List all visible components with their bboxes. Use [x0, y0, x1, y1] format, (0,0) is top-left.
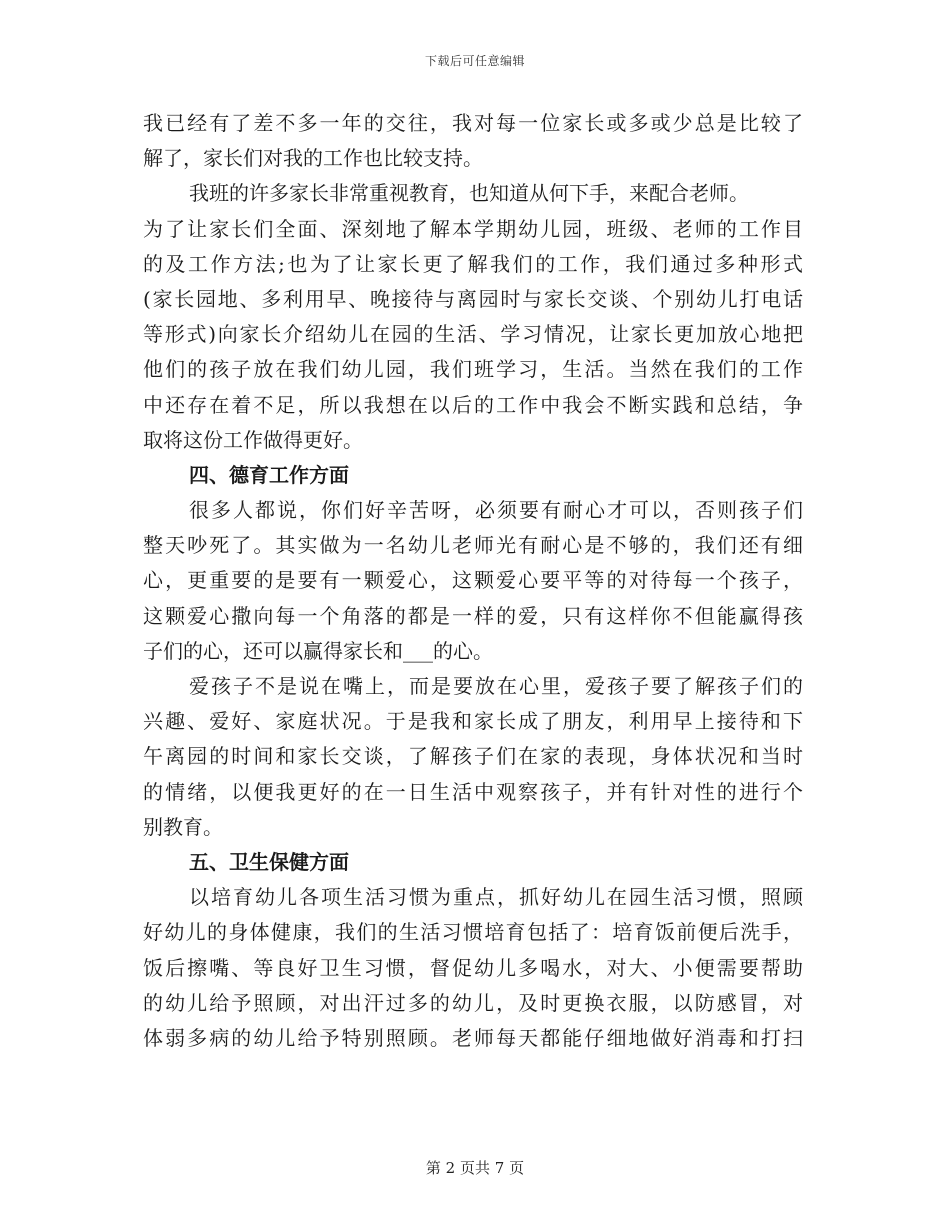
- paragraph-line: 午离园的时间和家长交谈，了解孩子们在家的表现，身体状况和当时: [143, 744, 803, 769]
- paragraph-line: 以培育幼儿各项生活习惯为重点，抓好幼儿在园生活习惯，照顾: [189, 885, 803, 910]
- paragraph-line: 等形式)向家长介绍幼儿在园的生活、学习情况，让家长更加放心地把: [143, 322, 803, 347]
- paragraph-line: 整天吵死了。其实做为一名幼儿老师光有耐心是不够的，我们还有细: [143, 533, 803, 558]
- paragraph-line: 很多人都说，你们好辛苦呀，必须要有耐心才可以，否则孩子们: [189, 498, 803, 523]
- paragraph-line: 这颗爱心撒向每一个角落的都是一样的爱，只有这样你不但能赢得孩: [143, 603, 803, 628]
- page-footer: 第 2 页共 7 页: [425, 1159, 525, 1177]
- paragraph-line: 我已经有了差不多一年的交往，我对每一位家长或多或少总是比较了: [143, 111, 803, 135]
- paragraph-line: 的情绪，以便我更好的在一日生活中观察孩子，并有针对性的进行个: [143, 779, 803, 804]
- paragraph-line: 取将这份工作做得更好。: [143, 427, 363, 452]
- section-heading-health-care: 五、卫生保健方面: [189, 849, 349, 874]
- paragraph-line: 别教育。: [143, 814, 223, 839]
- page-header: 下载后可任意编辑: [424, 54, 525, 68]
- paragraph-line: 我班的许多家长非常重视教育，也知道从何下手，来配合老师。: [189, 181, 749, 206]
- paragraph-line: 好幼儿的身体健康，我们的生活习惯培育包括了：培育饭前便后洗手，: [143, 920, 803, 945]
- paragraph-line: 兴趣、爱好、家庭状况。于是我和家长成了朋友，利用早上接待和下: [143, 709, 803, 734]
- section-heading-moral-education: 四、德育工作方面: [189, 462, 349, 487]
- document-body: [143, 106, 803, 1056]
- paragraph-line: 子们的心，还可以赢得家长和___的心。: [143, 638, 493, 663]
- paragraph-line: 为了让家长们全面、深刻地了解本学期幼儿园，班级、老师的工作目: [143, 216, 803, 241]
- paragraph-line: (家长园地、多利用早、晚接待与离园时与家长交谈、个别幼儿打电话: [143, 286, 803, 311]
- paragraph-line: 的及工作方法;也为了让家长更了解我们的工作，我们通过多种形式: [143, 251, 803, 276]
- paragraph-line: 体弱多病的幼儿给予特别照顾。老师每天都能仔细地做好消毒和打扫: [143, 1025, 803, 1050]
- paragraph-line: 中还存在着不足，所以我想在以后的工作中我会不断实践和总结，争: [143, 392, 803, 417]
- paragraph-line: 解了，家长们对我的工作也比较支持。: [143, 146, 483, 171]
- paragraph-line: 心，更重要的是要有一颗爱心，这颗爱心要平等的对待每一个孩子，: [143, 568, 803, 593]
- paragraph-line: 他们的孩子放在我们幼儿园，我们班学习，生活。当然在我们的工作: [143, 357, 803, 382]
- paragraph-line: 饭后擦嘴、等良好卫生习惯，督促幼儿多喝水，对大、小便需要帮助: [143, 955, 803, 980]
- paragraph-line: 的幼儿给予照顾，对出汗过多的幼儿，及时更换衣服，以防感冒，对: [143, 990, 803, 1015]
- paragraph-line: 爱孩子不是说在嘴上，而是要放在心里，爱孩子要了解孩子们的: [189, 674, 803, 698]
